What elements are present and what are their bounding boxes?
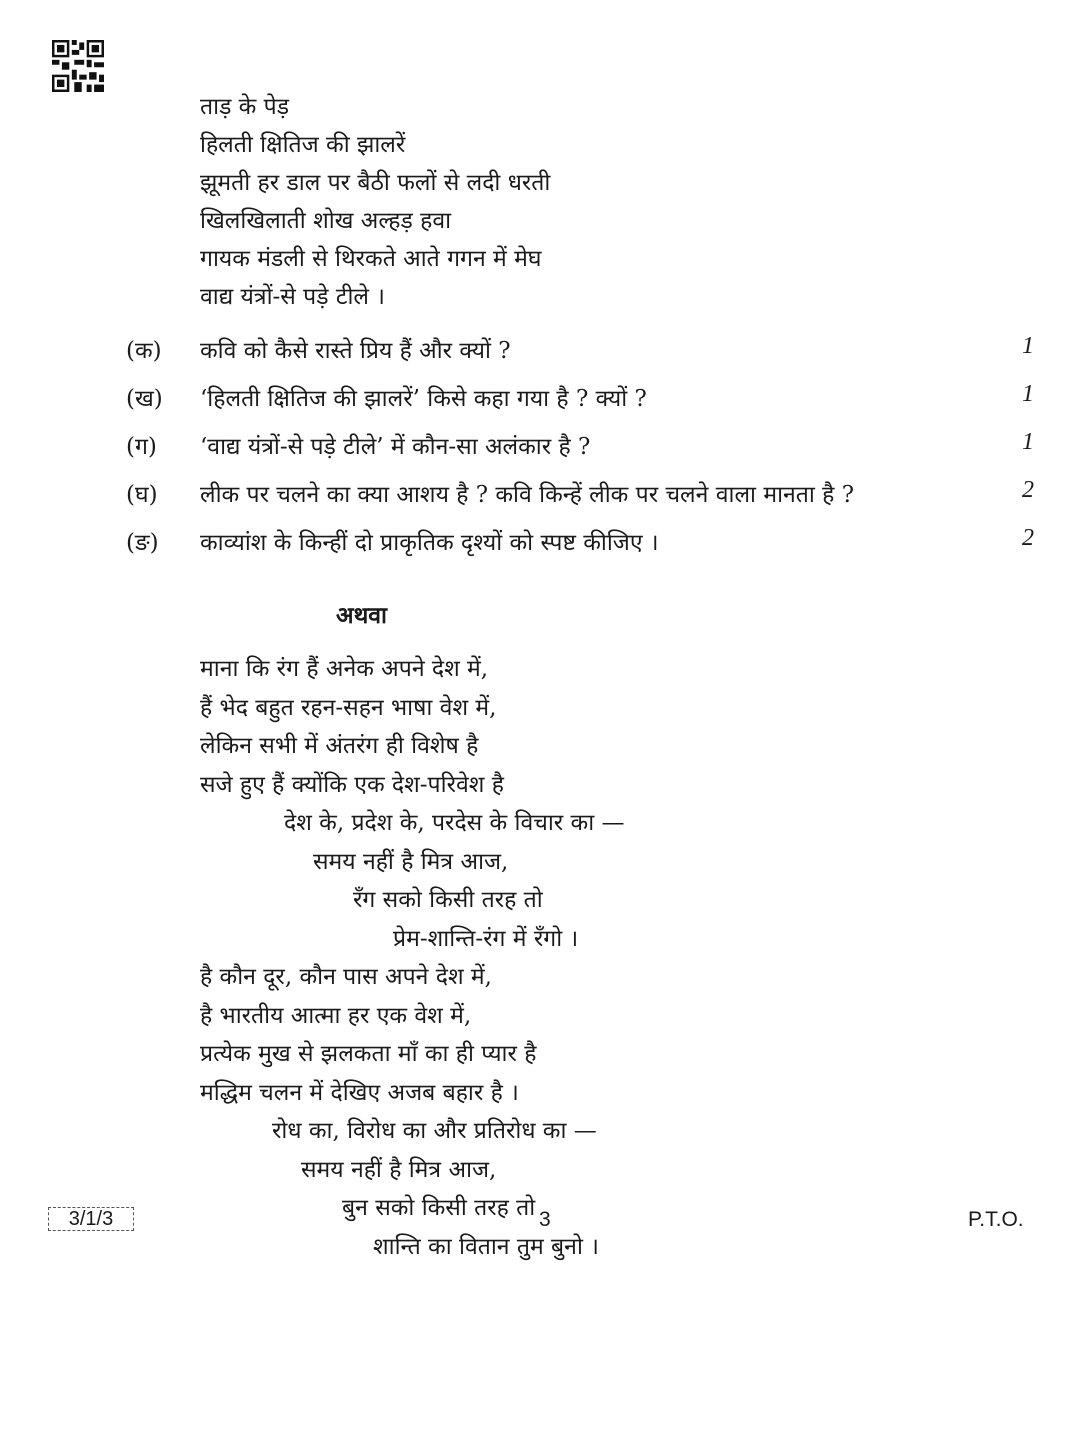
poem-line [0, 689, 1091, 728]
poem-line-text: रोध का, विरोध का और प्रतिरोध का — [272, 1118, 597, 1144]
question-list [0, 333, 1091, 573]
question-label: (ग) [126, 434, 157, 460]
question-item [0, 429, 1091, 477]
poem-line [0, 766, 1091, 805]
question-label: (ङ) [126, 530, 159, 556]
poem-line-text: समय नहीं है मित्र आज, [301, 1156, 497, 1183]
question-marks: 1 [1022, 429, 1034, 455]
or-heading: अथवा [336, 602, 388, 629]
poem-line: हिलती क्षितिज की झालरें [200, 132, 406, 158]
poem-stanza-1 [200, 88, 550, 316]
poem-line-text: सजे हुए हैं क्योंकि एक देश-परिवेश है [200, 771, 504, 798]
poem-line-text: प्रेम-शान्ति-रंग में रँगो । [393, 925, 579, 952]
poem-line: ताड़ के पेड़ [200, 94, 290, 120]
poem-line-text: रँग सको किसी तरह तो [353, 887, 543, 913]
question-item [0, 525, 1091, 573]
question-label: (घ) [126, 482, 158, 508]
poem-line-text: है कौन दूर, कौन पास अपने देश में, [200, 964, 492, 990]
question-marks: 2 [1022, 477, 1034, 503]
poem-line [0, 1074, 1091, 1113]
question-item [0, 381, 1091, 429]
poem-line: झूमती हर डाल पर बैठी फलों से लदी धरती [200, 170, 551, 196]
question-text: कवि को कैसे रास्ते प्रिय हैं और क्यों ? [200, 338, 511, 364]
question-text: ‘वाद्य यंत्रों-से पड़े टीले’ में कौन-सा अलंकार है ? [200, 434, 591, 460]
poem-line-text: है भारतीय आत्मा हर एक वेश में, [200, 1002, 472, 1029]
question-marks: 1 [1022, 333, 1034, 359]
poem-line [0, 804, 1091, 843]
poem-line [0, 958, 1091, 997]
poem-stanza-2 [0, 650, 1091, 1266]
question-text: ‘हिलती क्षितिज की झालरें’ किसे कहा गया है ? क्यों ? [200, 386, 647, 412]
poem-line [0, 881, 1091, 920]
poem-line: वाद्य यंत्रों-से पड़े टीले । [200, 284, 386, 310]
poem-line-text: बुन सको किसी तरह तो [342, 1195, 536, 1221]
poem-line [0, 1151, 1091, 1190]
question-marks: 1 [1022, 381, 1034, 407]
poem-line-text: हैं भेद बहुत रहन-सहन भाषा वेश में, [200, 694, 497, 721]
poem-line [0, 727, 1091, 766]
poem-line [0, 650, 1091, 689]
question-text: काव्यांश के किन्हीं दो प्राकृतिक दृश्यों को स्पष्ट कीजिए । [200, 530, 659, 556]
poem-line: खिलखिलाती शोख अल्हड़ हवा [200, 208, 452, 234]
poem-line-text: देश के, प्रदेश के, परदेस के विचार का — [284, 810, 625, 836]
poem-line [0, 1035, 1091, 1074]
question-label: (क) [126, 338, 162, 364]
poem-line [0, 920, 1091, 959]
paper-code: 3/1/3 [48, 1207, 134, 1231]
poem-line-text: लेकिन सभी में अंतरंग ही विशेष है [200, 733, 479, 759]
question-marks: 2 [1022, 525, 1034, 551]
poem-line-text: प्रत्येक मुख से झलकता माँ का ही प्यार है [200, 1041, 537, 1067]
poem-line-text: समय नहीं है मित्र आज, [313, 848, 509, 875]
qr-code-icon [52, 40, 104, 92]
question-label: (ख) [126, 386, 163, 412]
poem-line-text: मद्धिम चलन में देखिए अजब बहार है । [200, 1079, 519, 1106]
page-number: 3 [539, 1208, 551, 1231]
poem-line: गायक मंडली से थिरकते आते गगन में मेघ [200, 246, 542, 272]
poem-line [0, 1228, 1091, 1267]
poem-line-text: माना कि रंग हैं अनेक अपने देश में, [200, 656, 489, 682]
question-text: लीक पर चलने का क्या आशय है ? कवि किन्हें लीक पर चलने वाला मानता है ? [200, 482, 855, 508]
poem-line [0, 843, 1091, 882]
pto-label: P.T.O. [968, 1208, 1024, 1231]
poem-line-text: शान्ति का वितान तुम बुनो । [373, 1233, 599, 1260]
question-item [0, 477, 1091, 525]
question-item [0, 333, 1091, 381]
poem-line [0, 1112, 1091, 1151]
poem-line [0, 997, 1091, 1036]
